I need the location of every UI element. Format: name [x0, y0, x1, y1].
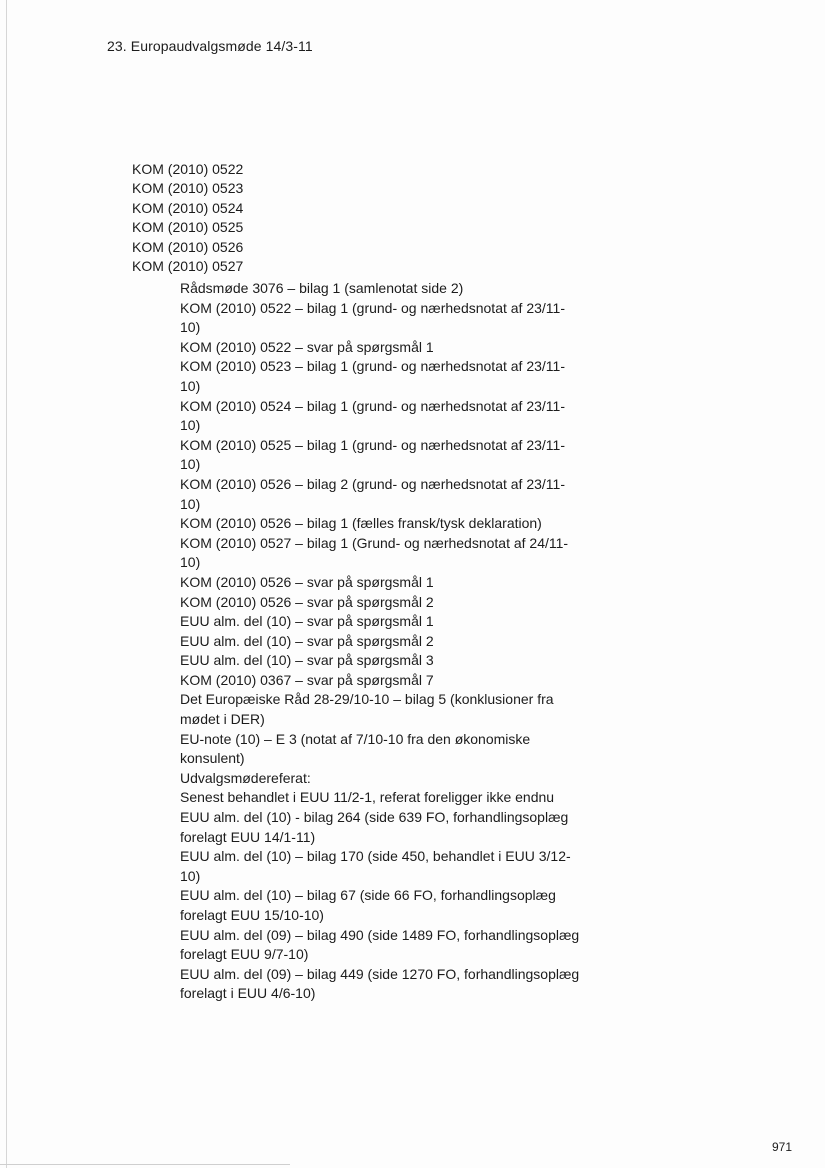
reference-line: 10)	[180, 319, 201, 336]
reference-line: forelagt EUU 9/7-10)	[180, 946, 309, 963]
reference-line: 10)	[180, 554, 201, 571]
reference-line: EUU alm. del (09) – bilag 490 (side 1489 FO, forhandlingsoplæg	[180, 926, 580, 943]
reference-line: KOM (2010) 0527 – bilag 1 (Grund- og nærhedsnotat af 24/11-	[180, 534, 569, 551]
kom-item: KOM (2010) 0525	[132, 219, 244, 236]
reference-line: KOM (2010) 0525 – bilag 1 (grund- og nærhedsnotat af 23/11-	[180, 436, 565, 453]
reference-line: KOM (2010) 0526 – svar på spørgsmål 2	[180, 593, 434, 610]
reference-line: EUU alm. del (10) - bilag 264 (side 639 FO, forhandlingsoplæg	[180, 809, 569, 826]
reference-line: EUU alm. del (10) – svar på spørgsmål 1	[180, 613, 434, 630]
reference-line: KOM (2010) 0526 – bilag 2 (grund- og nærhedsnotat af 23/11-	[180, 475, 565, 492]
page-number: 971	[772, 1140, 793, 1154]
reference-line: EUU alm. del (10) – svar på spørgsmål 3	[180, 652, 434, 669]
kom-document-list	[132, 160, 243, 276]
reference-line: Rådsmøde 3076 – bilag 1 (samlenotat side 2)	[180, 280, 464, 296]
reference-line: Det Europæiske Råd 28-29/10-10 – bilag 5 (konklusioner fra	[180, 691, 554, 708]
kom-item: KOM (2010) 0522	[132, 161, 244, 177]
reference-line: KOM (2010) 0522 – bilag 1 (grund- og nærhedsnotat af 23/11-	[180, 299, 565, 316]
kom-item: KOM (2010) 0527	[132, 258, 244, 275]
reference-line: EUU alm. del (10) – bilag 67 (side 66 FO, forhandlingsoplæg	[180, 887, 556, 904]
reference-line: KOM (2010) 0522 – svar på spørgsmål 1	[180, 338, 434, 355]
reference-line: forelagt i EUU 4/6-10)	[180, 985, 316, 1002]
kom-item: KOM (2010) 0526	[132, 238, 244, 255]
reference-line: 10)	[180, 377, 201, 394]
reference-line: KOM (2010) 0367 – svar på spørgsmål 7	[180, 671, 434, 688]
reference-line: 10)	[180, 495, 201, 512]
reference-line: 10)	[180, 867, 201, 884]
page-edge-line	[6, 0, 7, 1168]
reference-line: EUU alm. del (10) – bilag 170 (side 450, behandlet i EUU 3/12-	[180, 848, 571, 865]
reference-line: KOM (2010) 0526 – svar på spørgsmål 1	[180, 573, 434, 590]
reference-line: 10)	[180, 456, 201, 473]
reference-line: mødet i DER)	[180, 711, 265, 728]
reference-line: KOM (2010) 0526 – bilag 1 (fælles fransk/tysk deklaration)	[180, 515, 542, 532]
reference-line: KOM (2010) 0523 – bilag 1 (grund- og nærhedsnotat af 23/11-	[180, 358, 565, 375]
reference-line: KOM (2010) 0524 – bilag 1 (grund- og nærhedsnotat af 23/11-	[180, 397, 565, 414]
reference-list	[180, 279, 590, 1004]
kom-item: KOM (2010) 0524	[132, 199, 244, 216]
reference-line: EUU alm. del (10) – svar på spørgsmål 2	[180, 632, 434, 649]
kom-item: KOM (2010) 0523	[132, 180, 244, 197]
reference-line: 10)	[180, 417, 201, 434]
reference-line: Udvalgsmødereferat:	[180, 769, 311, 786]
reference-line: konsulent)	[180, 750, 245, 767]
page-bottom-line	[0, 1164, 290, 1165]
reference-line: EUU alm. del (09) – bilag 449 (side 1270 FO, forhandlingsoplæg	[180, 965, 580, 982]
reference-line: forelagt EUU 14/1-11)	[180, 828, 316, 845]
reference-line: Senest behandlet i EUU 11/2-1, referat foreligger ikke endnu	[180, 789, 555, 806]
reference-line: EU-note (10) – E 3 (notat af 7/10-10 fra den økonomiske	[180, 730, 531, 747]
page-header: 23. Europaudvalgsmøde 14/3-11	[107, 38, 313, 54]
reference-line: forelagt EUU 15/10-10)	[180, 907, 324, 923]
